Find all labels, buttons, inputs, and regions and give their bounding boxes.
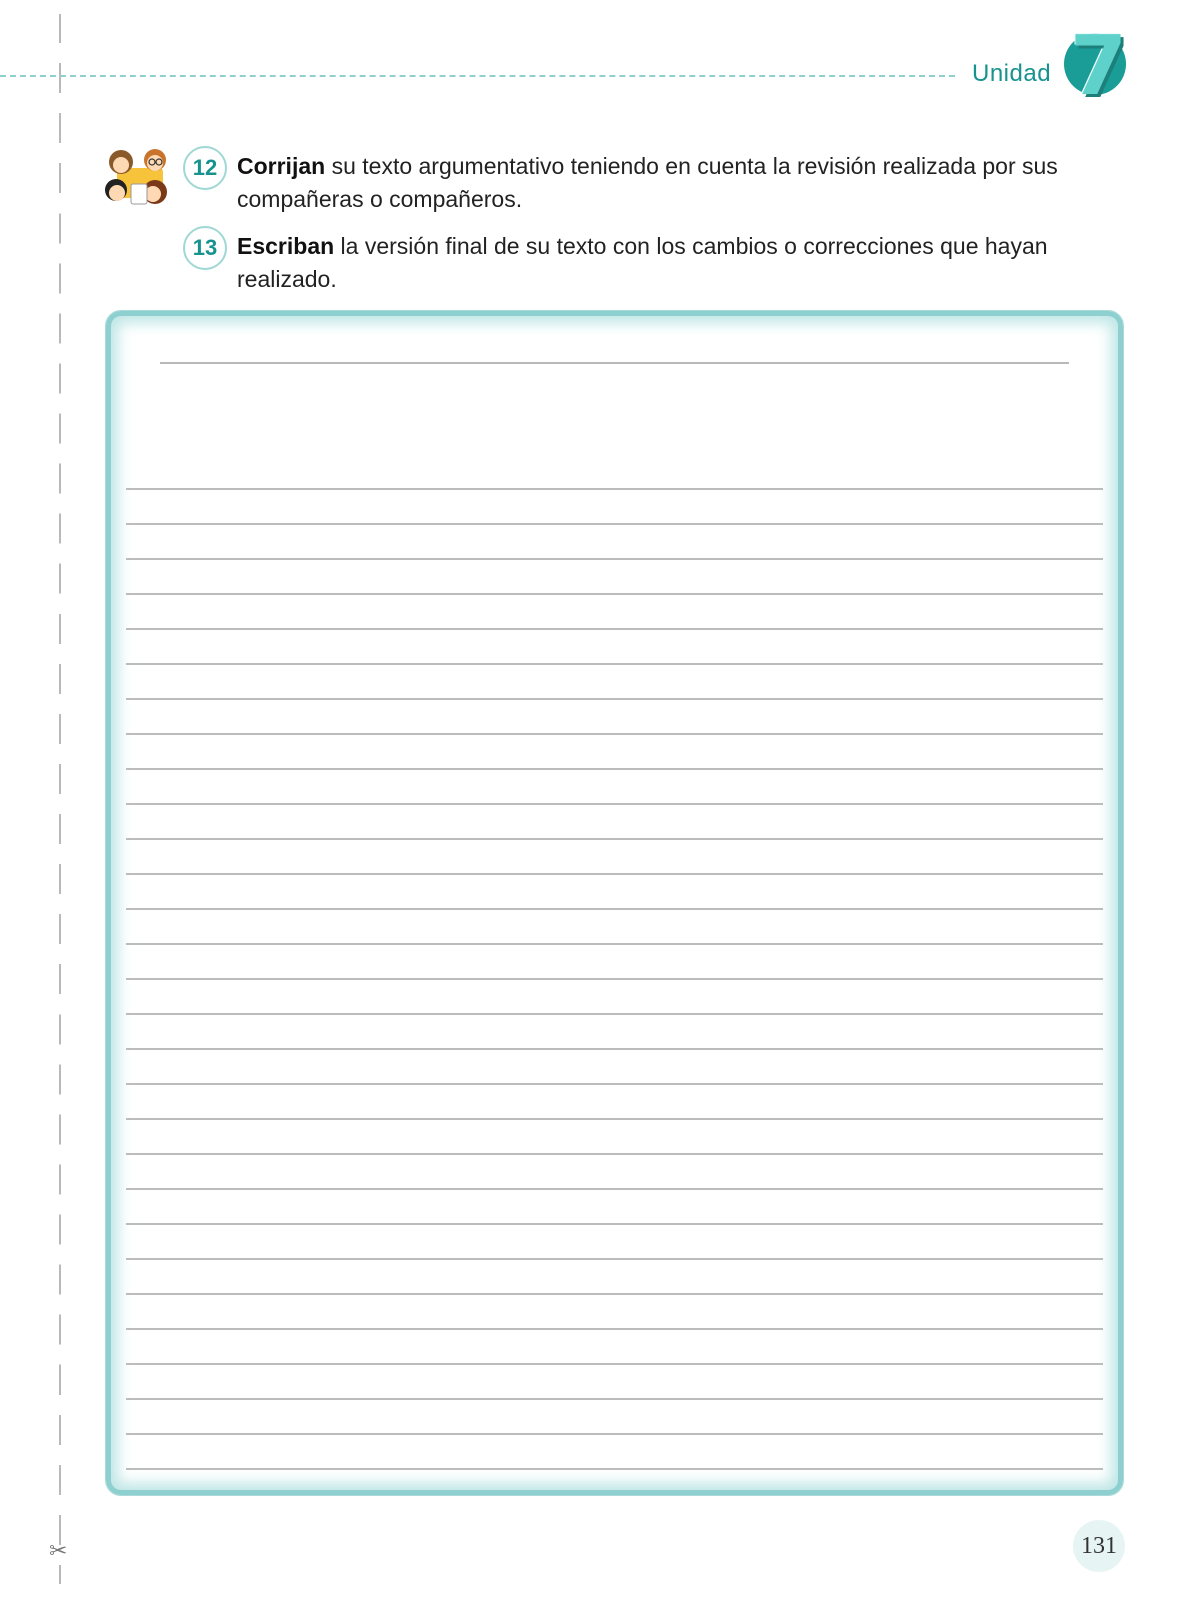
ruled-line[interactable] <box>126 1190 1103 1225</box>
cut-guide-line <box>59 14 61 1584</box>
page-number: 131 <box>1073 1520 1125 1572</box>
activity-body: la versión final de su texto con los cambios o correcciones que hayan realizado. <box>237 233 1048 292</box>
ruled-line[interactable] <box>126 630 1103 665</box>
writing-title-line[interactable] <box>160 362 1069 364</box>
activity-number-badge: 12 <box>183 146 227 190</box>
ruled-line[interactable] <box>126 455 1103 490</box>
header-dashed-rule <box>0 75 955 77</box>
ruled-line[interactable] <box>126 770 1103 805</box>
ruled-line[interactable] <box>126 1365 1103 1400</box>
ruled-line[interactable] <box>126 1155 1103 1190</box>
ruled-line[interactable] <box>126 1050 1103 1085</box>
ruled-line[interactable] <box>126 560 1103 595</box>
activity-verb: Corrijan <box>237 153 326 179</box>
ruled-line[interactable] <box>126 490 1103 525</box>
ruled-line[interactable] <box>126 700 1103 735</box>
ruled-line[interactable] <box>126 1015 1103 1050</box>
ruled-line[interactable] <box>126 980 1103 1015</box>
activity-instruction <box>237 230 1122 296</box>
ruled-line[interactable] <box>126 1260 1103 1295</box>
ruled-line[interactable] <box>126 1400 1103 1435</box>
ruled-line[interactable] <box>126 1225 1103 1260</box>
unit-label: Unidad <box>972 60 1052 87</box>
activity-instruction <box>237 150 1122 216</box>
ruled-line[interactable] <box>126 1085 1103 1120</box>
ruled-line[interactable] <box>126 1435 1103 1470</box>
ruled-line[interactable] <box>126 595 1103 630</box>
ruled-line[interactable] <box>126 735 1103 770</box>
ruled-line[interactable] <box>126 910 1103 945</box>
activity-body: su texto argumentativo teniendo en cuenta la revisión realizada por sus compañeras o compañeros. <box>237 153 1058 212</box>
ruled-line[interactable] <box>126 1295 1103 1330</box>
unit-number: 7 <box>1070 19 1128 114</box>
ruled-line[interactable] <box>126 875 1103 910</box>
ruled-line[interactable] <box>126 805 1103 840</box>
ruled-line[interactable] <box>126 525 1103 560</box>
ruled-line[interactable] <box>126 1120 1103 1155</box>
ruled-line[interactable] <box>126 665 1103 700</box>
ruled-line[interactable] <box>126 945 1103 980</box>
scissors-icon: ✂ <box>49 1539 68 1564</box>
activity-number-badge: 13 <box>183 226 227 270</box>
ruled-line[interactable] <box>126 1330 1103 1365</box>
ruled-lines <box>126 455 1103 1470</box>
ruled-line[interactable] <box>126 840 1103 875</box>
group-work-icon <box>103 146 173 212</box>
activity-verb: Escriban <box>237 233 335 259</box>
